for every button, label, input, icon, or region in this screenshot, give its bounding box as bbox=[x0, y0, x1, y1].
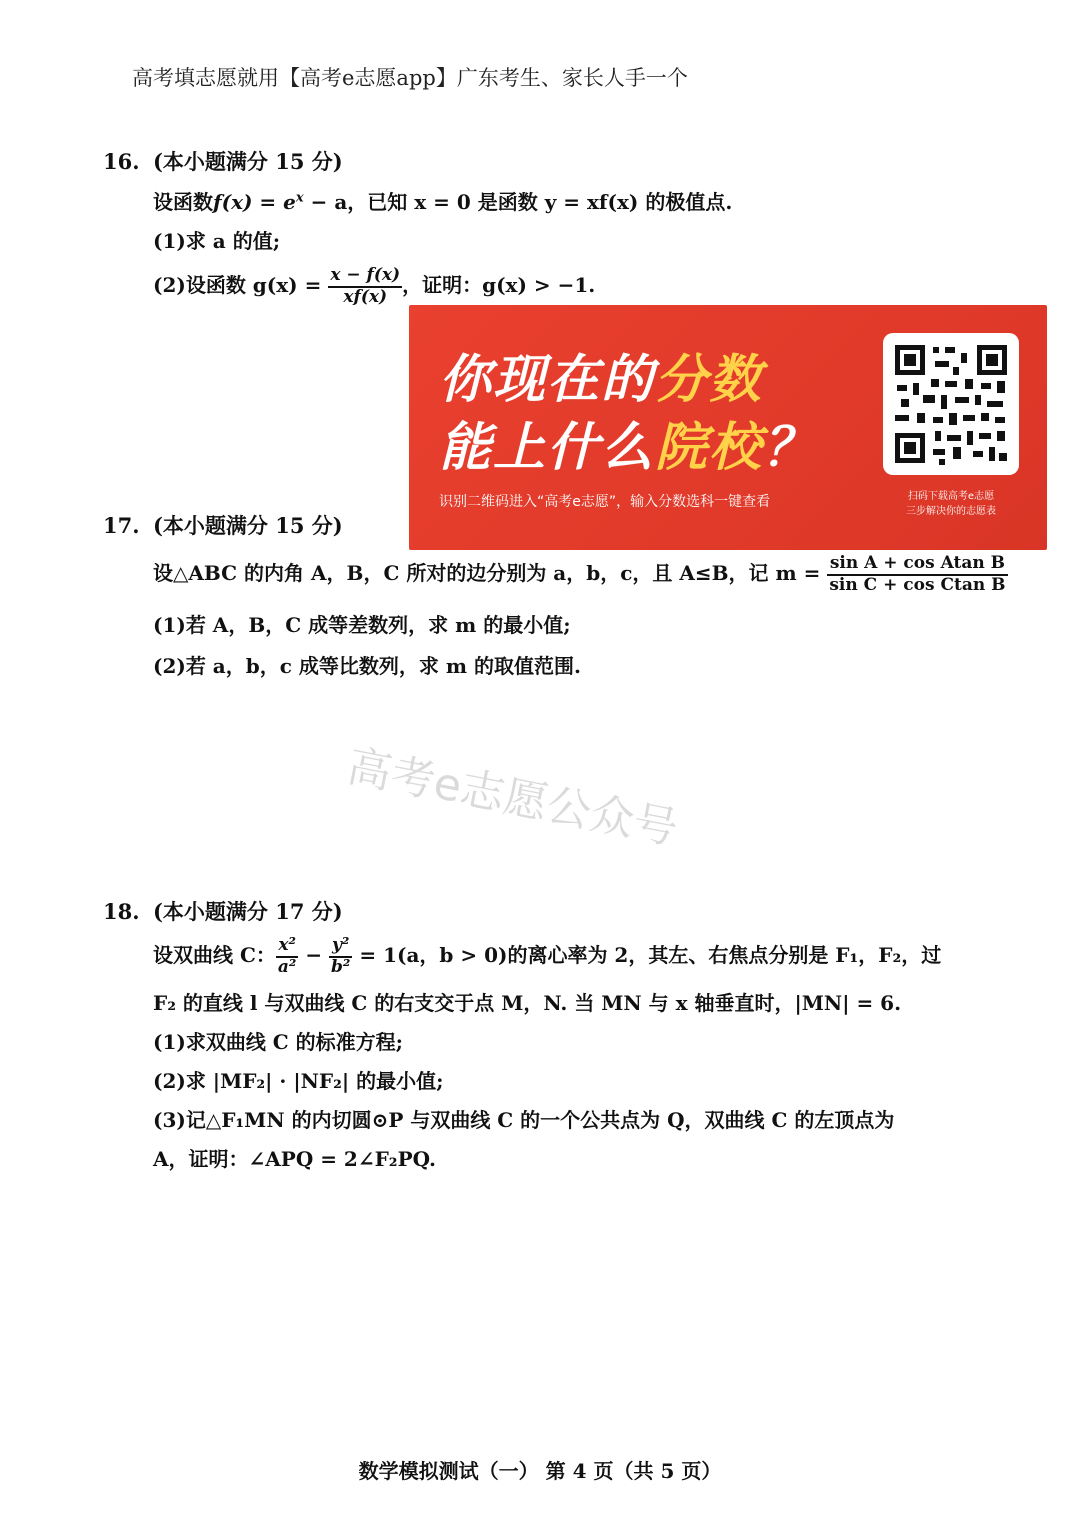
fraction-denominator: xf(x) bbox=[328, 286, 402, 308]
question-1: (1)求双曲线 C 的标准方程; bbox=[153, 1030, 404, 1055]
fraction-g bbox=[328, 266, 402, 307]
problem-16 bbox=[103, 146, 983, 307]
fraction-m bbox=[827, 554, 1007, 595]
question-2-text-cont: ，证明：g(x) > −1. bbox=[402, 273, 596, 298]
ad-subtitle: 识别二维码进入“高考e志愿”，输入分数选科一键查看 bbox=[439, 494, 771, 510]
fraction-y bbox=[329, 936, 352, 977]
fraction-denominator: sin C + cos Ctan B bbox=[829, 574, 1006, 595]
problem-17-heading bbox=[103, 510, 983, 540]
fraction-denominator: b² bbox=[331, 956, 351, 977]
ad-headline-1 bbox=[439, 337, 763, 412]
function-f: f(x) = e bbox=[213, 190, 296, 214]
problem-number: 18. bbox=[103, 899, 140, 924]
question-2: (2)若 a，b，c 成等比数列，求 m 的取值范围. bbox=[153, 654, 581, 679]
problem-number: 17. bbox=[103, 513, 140, 538]
intro-text: 设双曲线 C： bbox=[153, 943, 276, 968]
exponent: x bbox=[295, 190, 304, 206]
fraction-numerator: y² bbox=[332, 935, 350, 955]
fraction-numerator: x² bbox=[278, 935, 296, 955]
problem-title: (本小题满分 15 分) bbox=[153, 149, 343, 174]
question-2 bbox=[153, 266, 983, 307]
problem-18-heading bbox=[103, 896, 983, 926]
qr-code-icon bbox=[883, 333, 1019, 475]
question-3: (3)记△F₁MN 的内切圆⊙P 与双曲线 C 的一个公共点为 Q，双曲线 C 的左顶点为 bbox=[153, 1108, 895, 1133]
question-2: (2)求 |MF₂| · |NF₂| 的最小值; bbox=[153, 1069, 444, 1094]
header-note: 高考填志愿就用【高考e志愿app】广东考生、家长人手一个 bbox=[132, 66, 688, 90]
ad-headline-2 bbox=[439, 405, 817, 480]
fraction-numerator: x − f(x) bbox=[330, 265, 401, 285]
problem-title: (本小题满分 17 分) bbox=[153, 899, 343, 924]
fraction-numerator: sin A + cos Atan B bbox=[829, 553, 1006, 573]
intro-text: 设函数 bbox=[153, 190, 213, 214]
problem-16-heading bbox=[103, 146, 983, 176]
intro-text-cont: − a，已知 x = 0 是函数 y = xf(x) 的极值点. bbox=[303, 190, 733, 214]
problem-17 bbox=[103, 510, 1006, 679]
ad-highlight: 院校 bbox=[655, 418, 764, 478]
fraction-x bbox=[276, 936, 298, 977]
qr-code[interactable] bbox=[883, 333, 1019, 475]
ad-text: 能上什么 bbox=[439, 418, 656, 478]
question-2-text: (2)设函数 g(x) = bbox=[153, 273, 329, 298]
ad-text: ？ bbox=[763, 418, 818, 478]
ad-text: 你现在的 bbox=[439, 350, 656, 410]
ad-highlight: 分数 bbox=[655, 350, 764, 410]
question-3-cont: A，证明：∠APQ = 2∠F₂PQ. bbox=[153, 1147, 436, 1172]
watermark: 高考e志愿公众号 bbox=[343, 740, 682, 855]
problem-title: (本小题满分 15 分) bbox=[153, 513, 343, 538]
problem-16-intro bbox=[153, 186, 983, 215]
problem-18 bbox=[103, 896, 983, 1172]
problem-18-intro bbox=[153, 936, 983, 977]
qr-caption-line-2: 三步解决你的志愿表 bbox=[906, 506, 996, 517]
problem-number: 16. bbox=[103, 149, 140, 174]
problem-17-intro bbox=[153, 553, 1006, 595]
fraction-denominator: a² bbox=[277, 956, 297, 977]
page-footer: 数学模拟测试（一） 第 4 页（共 5 页） bbox=[358, 1459, 722, 1483]
question-1: (1)若 A，B，C 成等差数列，求 m 的最小值; bbox=[153, 613, 571, 638]
qr-caption-line-1: 扫码下载高考e志愿 bbox=[907, 491, 995, 502]
question-1: (1)求 a 的值; bbox=[153, 229, 281, 253]
intro-text-cont: = 1(a，b > 0)的离心率为 2，其左、右焦点分别是 F₁，F₂，过 bbox=[352, 943, 942, 968]
problem-18-line-2: F₂ 的直线 l 与双曲线 C 的右支交于点 M，N. 当 MN 与 x 轴垂直时，|MN| = 6. bbox=[153, 991, 902, 1016]
minus-sign: − bbox=[298, 943, 330, 968]
intro-text: 设△ABC 的内角 A，B，C 所对的边分别为 a，b，c，且 A≤B，记 m = bbox=[153, 561, 828, 586]
